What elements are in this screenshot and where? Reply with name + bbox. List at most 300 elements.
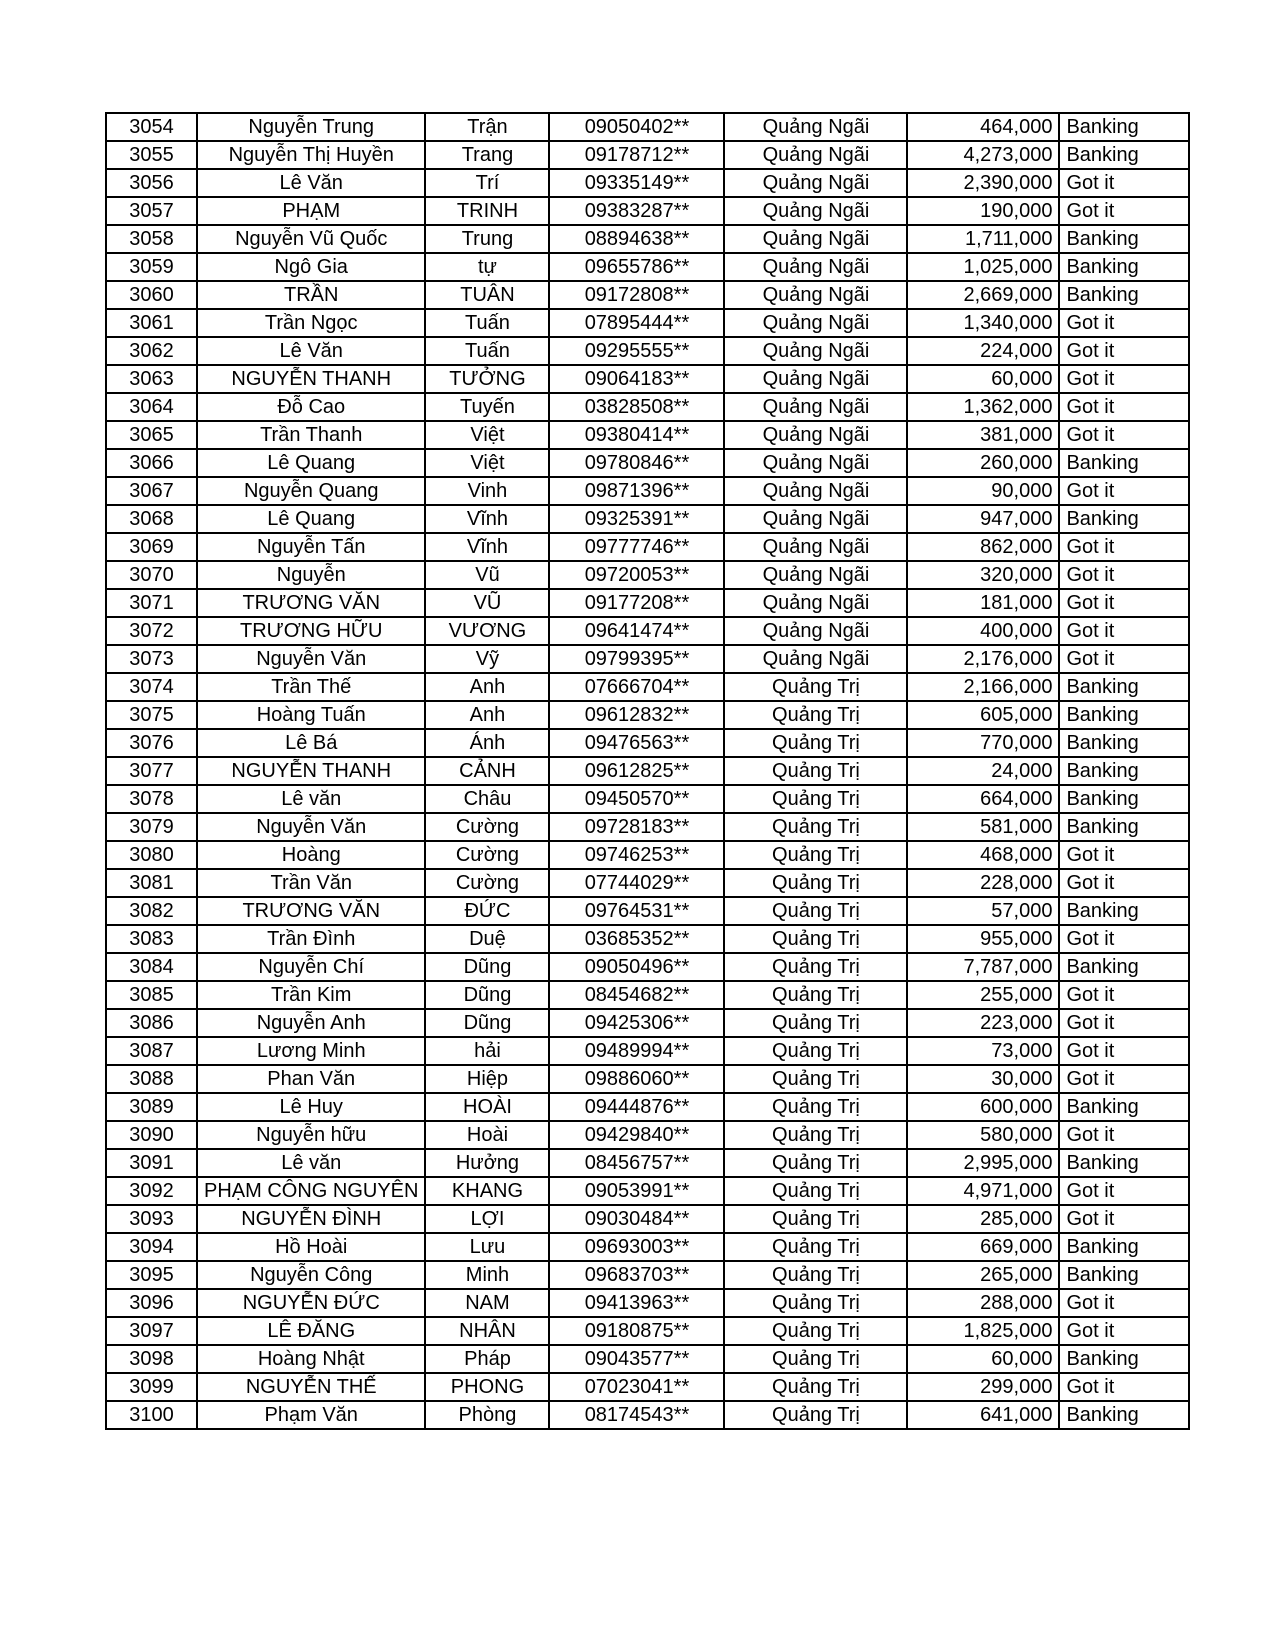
- cell-first-name: NGUYỄN THANH: [197, 365, 425, 393]
- table-row: [106, 617, 1189, 645]
- cell-payment-method: Got it: [1059, 1205, 1189, 1233]
- cell-amount: 223,000: [907, 1009, 1059, 1037]
- cell-first-name: Lê văn: [197, 1149, 425, 1177]
- cell-province: Quảng Trị: [724, 1149, 907, 1177]
- table-row: [106, 1373, 1189, 1401]
- cell-payment-method: Banking: [1059, 701, 1189, 729]
- cell-amount: 2,995,000: [907, 1149, 1059, 1177]
- cell-id: 3092: [106, 1177, 197, 1205]
- cell-id: 3096: [106, 1289, 197, 1317]
- table-row: [106, 785, 1189, 813]
- cell-first-name: TRƯƠNG HỮU: [197, 617, 425, 645]
- cell-last-name: Vũ: [425, 561, 549, 589]
- cell-payment-method: Banking: [1059, 225, 1189, 253]
- cell-phone: 09476563**: [549, 729, 724, 757]
- table-row: [106, 1009, 1189, 1037]
- cell-id: 3062: [106, 337, 197, 365]
- cell-amount: 2,176,000: [907, 645, 1059, 673]
- cell-phone: 03685352**: [549, 925, 724, 953]
- cell-last-name: KHANG: [425, 1177, 549, 1205]
- cell-id: 3083: [106, 925, 197, 953]
- table-row: [106, 813, 1189, 841]
- cell-first-name: TRƯƠNG VĂN: [197, 589, 425, 617]
- cell-last-name: VŨ: [425, 589, 549, 617]
- cell-id: 3072: [106, 617, 197, 645]
- cell-amount: 669,000: [907, 1233, 1059, 1261]
- cell-phone: 09764531**: [549, 897, 724, 925]
- cell-phone: 09030484**: [549, 1205, 724, 1233]
- table-row: [106, 1289, 1189, 1317]
- cell-last-name: Trí: [425, 169, 549, 197]
- cell-province: Quảng Trị: [724, 729, 907, 757]
- table-row: [106, 981, 1189, 1009]
- cell-last-name: Dũng: [425, 981, 549, 1009]
- cell-payment-method: Banking: [1059, 505, 1189, 533]
- cell-first-name: Nguyễn Anh: [197, 1009, 425, 1037]
- cell-payment-method: Banking: [1059, 729, 1189, 757]
- cell-province: Quảng Trị: [724, 869, 907, 897]
- table-row: [106, 673, 1189, 701]
- cell-province: Quảng Trị: [724, 1401, 907, 1429]
- cell-id: 3073: [106, 645, 197, 673]
- cell-id: 3056: [106, 169, 197, 197]
- cell-province: Quảng Trị: [724, 1261, 907, 1289]
- cell-phone: 09177208**: [549, 589, 724, 617]
- cell-last-name: hải: [425, 1037, 549, 1065]
- table-row: [106, 309, 1189, 337]
- table-row: [106, 141, 1189, 169]
- table-row: [106, 169, 1189, 197]
- cell-last-name: Vỹ: [425, 645, 549, 673]
- cell-payment-method: Banking: [1059, 953, 1189, 981]
- cell-province: Quảng Ngãi: [724, 617, 907, 645]
- table-row: [106, 953, 1189, 981]
- cell-phone: 09429840**: [549, 1121, 724, 1149]
- cell-amount: 468,000: [907, 841, 1059, 869]
- cell-id: 3061: [106, 309, 197, 337]
- cell-phone: 09425306**: [549, 1009, 724, 1037]
- cell-amount: 90,000: [907, 477, 1059, 505]
- cell-amount: 260,000: [907, 449, 1059, 477]
- table-row: [106, 225, 1189, 253]
- cell-payment-method: Got it: [1059, 1317, 1189, 1345]
- cell-first-name: Nguyễn Trung: [197, 113, 425, 141]
- cell-payment-method: Banking: [1059, 449, 1189, 477]
- cell-payment-method: Got it: [1059, 477, 1189, 505]
- cell-province: Quảng Trị: [724, 673, 907, 701]
- cell-first-name: Lê Quang: [197, 449, 425, 477]
- table-row: [106, 1345, 1189, 1373]
- cell-province: Quảng Trị: [724, 1093, 907, 1121]
- cell-last-name: Tuấn: [425, 309, 549, 337]
- cell-id: 3093: [106, 1205, 197, 1233]
- cell-last-name: Phòng: [425, 1401, 549, 1429]
- cell-province: Quảng Trị: [724, 1233, 907, 1261]
- table-row: [106, 589, 1189, 617]
- cell-payment-method: Banking: [1059, 1093, 1189, 1121]
- cell-phone: 08456757**: [549, 1149, 724, 1177]
- cell-first-name: Phạm Văn: [197, 1401, 425, 1429]
- cell-payment-method: Got it: [1059, 1121, 1189, 1149]
- cell-province: Quảng Ngãi: [724, 253, 907, 281]
- cell-payment-method: Banking: [1059, 1345, 1189, 1373]
- cell-id: 3087: [106, 1037, 197, 1065]
- cell-last-name: tự: [425, 253, 549, 281]
- cell-last-name: Vĩnh: [425, 533, 549, 561]
- cell-first-name: Hồ Hoài: [197, 1233, 425, 1261]
- cell-payment-method: Banking: [1059, 813, 1189, 841]
- cell-first-name: Trần Thanh: [197, 421, 425, 449]
- cell-province: Quảng Ngãi: [724, 589, 907, 617]
- cell-amount: 664,000: [907, 785, 1059, 813]
- table-row: [106, 869, 1189, 897]
- cell-last-name: Cường: [425, 869, 549, 897]
- cell-phone: 08894638**: [549, 225, 724, 253]
- cell-phone: 09641474**: [549, 617, 724, 645]
- cell-phone: 09886060**: [549, 1065, 724, 1093]
- cell-province: Quảng Trị: [724, 813, 907, 841]
- table-row: [106, 197, 1189, 225]
- cell-last-name: Pháp: [425, 1345, 549, 1373]
- table-row: [106, 1317, 1189, 1345]
- cell-first-name: Phan Văn: [197, 1065, 425, 1093]
- cell-province: Quảng Trị: [724, 1345, 907, 1373]
- cell-phone: 09043577**: [549, 1345, 724, 1373]
- cell-phone: 09064183**: [549, 365, 724, 393]
- cell-id: 3058: [106, 225, 197, 253]
- cell-id: 3082: [106, 897, 197, 925]
- cell-last-name: Vinh: [425, 477, 549, 505]
- cell-phone: 09489994**: [549, 1037, 724, 1065]
- cell-amount: 1,825,000: [907, 1317, 1059, 1345]
- cell-amount: 1,025,000: [907, 253, 1059, 281]
- cell-id: 3074: [106, 673, 197, 701]
- cell-id: 3076: [106, 729, 197, 757]
- cell-phone: 09612832**: [549, 701, 724, 729]
- table-row: [106, 701, 1189, 729]
- cell-amount: 224,000: [907, 337, 1059, 365]
- cell-payment-method: Banking: [1059, 281, 1189, 309]
- cell-payment-method: Got it: [1059, 561, 1189, 589]
- cell-phone: 09799395**: [549, 645, 724, 673]
- cell-amount: 4,971,000: [907, 1177, 1059, 1205]
- cell-id: 3100: [106, 1401, 197, 1429]
- cell-phone: 09720053**: [549, 561, 724, 589]
- cell-last-name: Dũng: [425, 953, 549, 981]
- table-row: [106, 841, 1189, 869]
- table-row: [106, 1093, 1189, 1121]
- cell-first-name: NGUYỄN THẾ: [197, 1373, 425, 1401]
- cell-phone: 09450570**: [549, 785, 724, 813]
- cell-last-name: Tuấn: [425, 337, 549, 365]
- cell-last-name: Ánh: [425, 729, 549, 757]
- cell-last-name: TUÂN: [425, 281, 549, 309]
- cell-last-name: Hưởng: [425, 1149, 549, 1177]
- cell-payment-method: Got it: [1059, 197, 1189, 225]
- cell-id: 3081: [106, 869, 197, 897]
- cell-payment-method: Got it: [1059, 589, 1189, 617]
- cell-payment-method: Got it: [1059, 841, 1189, 869]
- cell-first-name: Lê Bá: [197, 729, 425, 757]
- cell-payment-method: Banking: [1059, 897, 1189, 925]
- cell-first-name: Nguyễn Công: [197, 1261, 425, 1289]
- cell-id: 3090: [106, 1121, 197, 1149]
- cell-phone: 09612825**: [549, 757, 724, 785]
- cell-phone: 03828508**: [549, 393, 724, 421]
- table-row: [106, 113, 1189, 141]
- cell-last-name: VƯƠNG: [425, 617, 549, 645]
- cell-id: 3075: [106, 701, 197, 729]
- cell-amount: 1,362,000: [907, 393, 1059, 421]
- cell-last-name: Hiệp: [425, 1065, 549, 1093]
- table-row: [106, 897, 1189, 925]
- cell-payment-method: Got it: [1059, 365, 1189, 393]
- cell-payment-method: Got it: [1059, 869, 1189, 897]
- cell-id: 3063: [106, 365, 197, 393]
- cell-phone: 09728183**: [549, 813, 724, 841]
- table-row: [106, 1149, 1189, 1177]
- cell-payment-method: Got it: [1059, 645, 1189, 673]
- cell-last-name: Vĩnh: [425, 505, 549, 533]
- cell-province: Quảng Ngãi: [724, 449, 907, 477]
- cell-province: Quảng Trị: [724, 953, 907, 981]
- cell-amount: 60,000: [907, 1345, 1059, 1373]
- cell-phone: 09050496**: [549, 953, 724, 981]
- cell-first-name: Trần Đình: [197, 925, 425, 953]
- table-row: [106, 505, 1189, 533]
- cell-amount: 2,166,000: [907, 673, 1059, 701]
- cell-amount: 605,000: [907, 701, 1059, 729]
- cell-province: Quảng Trị: [724, 1121, 907, 1149]
- cell-amount: 228,000: [907, 869, 1059, 897]
- cell-first-name: Đỗ Cao: [197, 393, 425, 421]
- cell-province: Quảng Ngãi: [724, 113, 907, 141]
- cell-id: 3084: [106, 953, 197, 981]
- cell-id: 3070: [106, 561, 197, 589]
- cell-phone: 09780846**: [549, 449, 724, 477]
- cell-payment-method: Banking: [1059, 1261, 1189, 1289]
- cell-last-name: Châu: [425, 785, 549, 813]
- cell-payment-method: Banking: [1059, 785, 1189, 813]
- table-row: [106, 281, 1189, 309]
- cell-amount: 1,340,000: [907, 309, 1059, 337]
- cell-last-name: CẢNH: [425, 757, 549, 785]
- cell-id: 3068: [106, 505, 197, 533]
- cell-amount: 299,000: [907, 1373, 1059, 1401]
- cell-id: 3097: [106, 1317, 197, 1345]
- cell-province: Quảng Trị: [724, 785, 907, 813]
- cell-id: 3054: [106, 113, 197, 141]
- cell-last-name: ĐỨC: [425, 897, 549, 925]
- cell-province: Quảng Trị: [724, 1065, 907, 1093]
- cell-payment-method: Got it: [1059, 421, 1189, 449]
- cell-phone: 09413963**: [549, 1289, 724, 1317]
- cell-last-name: Việt: [425, 421, 549, 449]
- cell-phone: 09325391**: [549, 505, 724, 533]
- cell-id: 3086: [106, 1009, 197, 1037]
- cell-amount: 57,000: [907, 897, 1059, 925]
- cell-province: Quảng Ngãi: [724, 281, 907, 309]
- cell-first-name: NGUYỄN THANH: [197, 757, 425, 785]
- cell-payment-method: Got it: [1059, 393, 1189, 421]
- cell-province: Quảng Ngãi: [724, 505, 907, 533]
- cell-last-name: Dũng: [425, 1009, 549, 1037]
- table-row: [106, 1261, 1189, 1289]
- cell-payment-method: Banking: [1059, 1149, 1189, 1177]
- table-row: [106, 1121, 1189, 1149]
- table-row: [106, 1177, 1189, 1205]
- cell-phone: 09746253**: [549, 841, 724, 869]
- cell-amount: 4,273,000: [907, 141, 1059, 169]
- table-row: [106, 477, 1189, 505]
- cell-first-name: Hoàng Nhật: [197, 1345, 425, 1373]
- cell-first-name: TRƯƠNG VĂN: [197, 897, 425, 925]
- cell-first-name: Nguyễn Tấn: [197, 533, 425, 561]
- cell-phone: 08454682**: [549, 981, 724, 1009]
- cell-amount: 181,000: [907, 589, 1059, 617]
- cell-first-name: Nguyễn Thị Huyền: [197, 141, 425, 169]
- cell-phone: 09383287**: [549, 197, 724, 225]
- cell-payment-method: Banking: [1059, 757, 1189, 785]
- cell-phone: 09777746**: [549, 533, 724, 561]
- cell-id: 3091: [106, 1149, 197, 1177]
- cell-province: Quảng Trị: [724, 1177, 907, 1205]
- cell-payment-method: Got it: [1059, 1373, 1189, 1401]
- data-table: [105, 112, 1190, 1430]
- table-row: [106, 533, 1189, 561]
- cell-payment-method: Got it: [1059, 1065, 1189, 1093]
- cell-last-name: PHONG: [425, 1373, 549, 1401]
- cell-last-name: Minh: [425, 1261, 549, 1289]
- cell-phone: 09178712**: [549, 141, 724, 169]
- cell-first-name: Nguyễn hữu: [197, 1121, 425, 1149]
- cell-province: Quảng Trị: [724, 1317, 907, 1345]
- cell-id: 3079: [106, 813, 197, 841]
- cell-payment-method: Banking: [1059, 1233, 1189, 1261]
- cell-first-name: Trần Thế: [197, 673, 425, 701]
- table-row: [106, 645, 1189, 673]
- cell-amount: 7,787,000: [907, 953, 1059, 981]
- cell-amount: 955,000: [907, 925, 1059, 953]
- cell-first-name: PHẠM: [197, 197, 425, 225]
- table-row: [106, 1233, 1189, 1261]
- cell-first-name: Trần Kim: [197, 981, 425, 1009]
- cell-payment-method: Got it: [1059, 337, 1189, 365]
- cell-amount: 641,000: [907, 1401, 1059, 1429]
- cell-last-name: Trung: [425, 225, 549, 253]
- cell-last-name: Trận: [425, 113, 549, 141]
- cell-province: Quảng Ngãi: [724, 533, 907, 561]
- cell-phone: 07895444**: [549, 309, 724, 337]
- cell-province: Quảng Ngãi: [724, 645, 907, 673]
- cell-last-name: Anh: [425, 701, 549, 729]
- cell-payment-method: Got it: [1059, 533, 1189, 561]
- cell-amount: 2,669,000: [907, 281, 1059, 309]
- cell-first-name: PHẠM CÔNG NGUYÊN: [197, 1177, 425, 1205]
- cell-id: 3064: [106, 393, 197, 421]
- table-row: [106, 365, 1189, 393]
- cell-amount: 320,000: [907, 561, 1059, 589]
- cell-first-name: Nguyễn Văn: [197, 645, 425, 673]
- cell-first-name: Lê Quang: [197, 505, 425, 533]
- cell-id: 3067: [106, 477, 197, 505]
- cell-last-name: Việt: [425, 449, 549, 477]
- cell-province: Quảng Trị: [724, 701, 907, 729]
- cell-amount: 30,000: [907, 1065, 1059, 1093]
- cell-amount: 381,000: [907, 421, 1059, 449]
- cell-last-name: TƯỞNG: [425, 365, 549, 393]
- cell-id: 3069: [106, 533, 197, 561]
- cell-phone: 09295555**: [549, 337, 724, 365]
- cell-id: 3088: [106, 1065, 197, 1093]
- cell-amount: 1,711,000: [907, 225, 1059, 253]
- cell-last-name: TRINH: [425, 197, 549, 225]
- cell-amount: 24,000: [907, 757, 1059, 785]
- table-body: [106, 113, 1189, 1429]
- cell-amount: 400,000: [907, 617, 1059, 645]
- cell-phone: 09053991**: [549, 1177, 724, 1205]
- cell-amount: 255,000: [907, 981, 1059, 1009]
- cell-last-name: Anh: [425, 673, 549, 701]
- cell-province: Quảng Trị: [724, 1037, 907, 1065]
- cell-phone: 09693003**: [549, 1233, 724, 1261]
- cell-payment-method: Got it: [1059, 1037, 1189, 1065]
- cell-id: 3078: [106, 785, 197, 813]
- cell-last-name: HOÀI: [425, 1093, 549, 1121]
- cell-province: Quảng Trị: [724, 1373, 907, 1401]
- table-row: [106, 925, 1189, 953]
- cell-amount: 73,000: [907, 1037, 1059, 1065]
- cell-phone: 09172808**: [549, 281, 724, 309]
- cell-amount: 285,000: [907, 1205, 1059, 1233]
- cell-amount: 190,000: [907, 197, 1059, 225]
- cell-phone: 07744029**: [549, 869, 724, 897]
- cell-first-name: Lê Văn: [197, 169, 425, 197]
- cell-first-name: Nguyễn Chí: [197, 953, 425, 981]
- cell-amount: 600,000: [907, 1093, 1059, 1121]
- cell-id: 3065: [106, 421, 197, 449]
- cell-payment-method: Got it: [1059, 1289, 1189, 1317]
- cell-province: Quảng Ngãi: [724, 141, 907, 169]
- cell-province: Quảng Trị: [724, 981, 907, 1009]
- cell-id: 3098: [106, 1345, 197, 1373]
- table-row: [106, 1401, 1189, 1429]
- table-row: [106, 449, 1189, 477]
- cell-first-name: NGUYỄN ĐÌNH: [197, 1205, 425, 1233]
- cell-amount: 60,000: [907, 365, 1059, 393]
- cell-payment-method: Banking: [1059, 253, 1189, 281]
- cell-first-name: NGUYỄN ĐỨC: [197, 1289, 425, 1317]
- table-row: [106, 337, 1189, 365]
- cell-first-name: Ngô Gia: [197, 253, 425, 281]
- cell-province: Quảng Trị: [724, 1009, 907, 1037]
- cell-first-name: LÊ ĐĂNG: [197, 1317, 425, 1345]
- cell-phone: 09050402**: [549, 113, 724, 141]
- table-row: [106, 421, 1189, 449]
- cell-phone: 09180875**: [549, 1317, 724, 1345]
- cell-payment-method: Got it: [1059, 169, 1189, 197]
- cell-last-name: Lưu: [425, 1233, 549, 1261]
- cell-province: Quảng Trị: [724, 897, 907, 925]
- cell-payment-method: Banking: [1059, 1401, 1189, 1429]
- cell-payment-method: Got it: [1059, 309, 1189, 337]
- cell-first-name: Hoàng: [197, 841, 425, 869]
- cell-amount: 288,000: [907, 1289, 1059, 1317]
- table-row: [106, 561, 1189, 589]
- cell-last-name: Trang: [425, 141, 549, 169]
- cell-amount: 265,000: [907, 1261, 1059, 1289]
- cell-last-name: LỢI: [425, 1205, 549, 1233]
